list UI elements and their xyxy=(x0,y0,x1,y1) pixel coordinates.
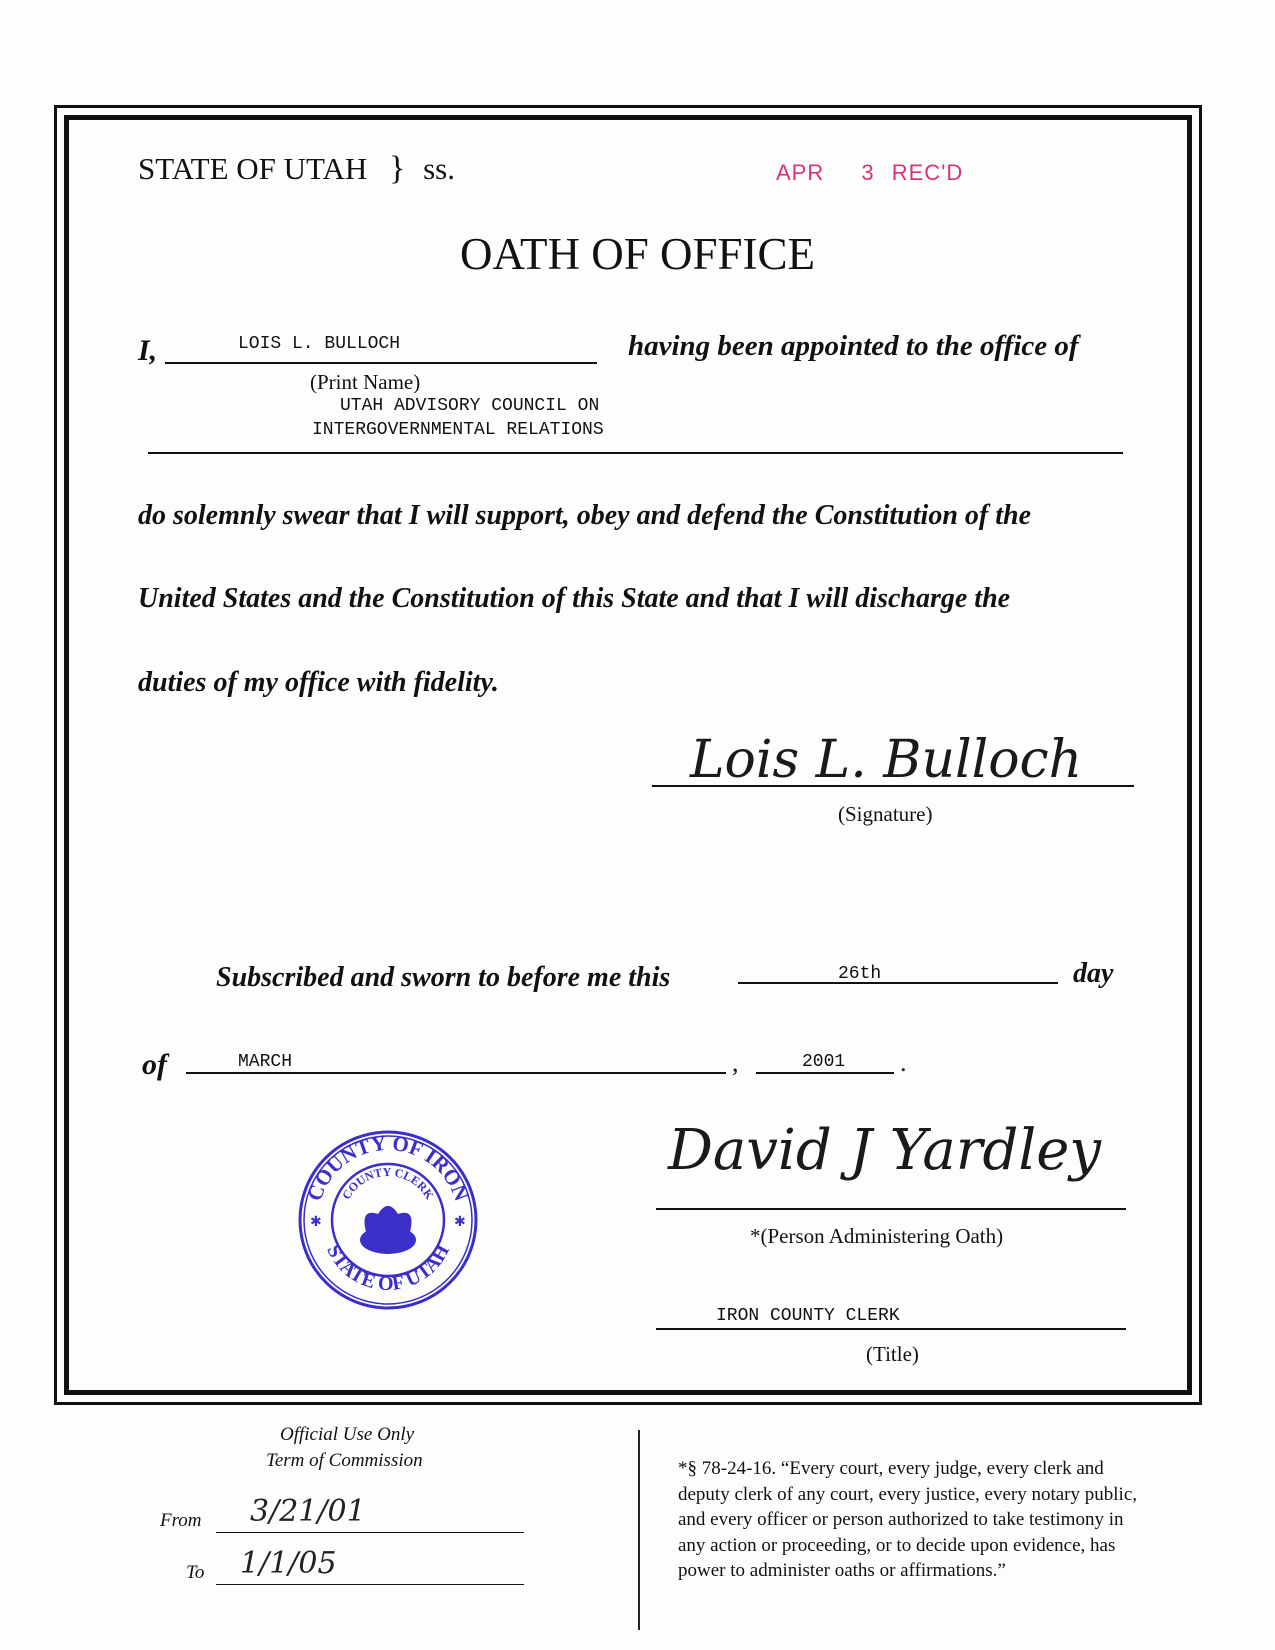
state-heading xyxy=(138,150,455,188)
svg-text:✱: ✱ xyxy=(454,1215,466,1230)
term-heading: Term of Commission xyxy=(266,1450,423,1471)
statute-line-2: deputy clerk of any court, every justice, every notary public, xyxy=(678,1483,1137,1505)
print-name-caption: (Print Name) xyxy=(310,370,421,394)
office-line xyxy=(148,452,1123,454)
signature-line xyxy=(652,785,1134,787)
ss-label: ss. xyxy=(423,151,455,186)
to-value: 1/1/05 xyxy=(240,1546,337,1581)
to-line xyxy=(216,1584,524,1585)
stamp-month: APR xyxy=(776,160,825,185)
from-label: From xyxy=(160,1510,202,1531)
stamp-day: 3 xyxy=(861,160,875,185)
svg-text:✱: ✱ xyxy=(310,1215,322,1230)
seal-top-text: COUNTY OF IRON xyxy=(302,1130,474,1205)
sworn-text: Subscribed and sworn to before me this xyxy=(216,962,671,993)
to-label: To xyxy=(186,1562,205,1583)
year-line xyxy=(756,1072,894,1074)
office-line-2: INTERGOVERNMENTAL RELATIONS xyxy=(312,420,604,440)
from-value: 3/21/01 xyxy=(250,1494,366,1529)
statute-text xyxy=(678,1456,1137,1584)
month-value: MARCH xyxy=(238,1052,293,1072)
year-value: 2001 xyxy=(802,1052,846,1072)
appointee-name: LOIS L. BULLOCH xyxy=(238,334,401,354)
day-line xyxy=(738,982,1058,984)
from-line xyxy=(216,1532,524,1533)
oath-line-3: duties of my office with fidelity. xyxy=(138,667,499,698)
stamp-label: REC'D xyxy=(891,160,964,185)
administrator-signature: David J Yardley xyxy=(668,1118,1102,1183)
appointed-text: having been appointed to the office of xyxy=(628,330,1079,362)
official-use-heading: Official Use Only xyxy=(280,1424,415,1445)
of-word: of xyxy=(142,1048,167,1081)
day-word: day xyxy=(1073,958,1114,989)
statute-line-3: and every officer or person authorized to take testimony in xyxy=(678,1509,1124,1530)
seal-inner-text: COUNTY CLERK xyxy=(339,1164,437,1202)
day-value: 26th xyxy=(838,964,882,984)
name-line xyxy=(165,362,597,364)
received-stamp xyxy=(776,160,963,186)
title-caption: (Title) xyxy=(866,1342,919,1366)
seal-graphic xyxy=(296,1128,480,1312)
statute-line-5: power to administer oaths or affirmations.” xyxy=(678,1560,1006,1581)
oath-line-2: United States and the Constitution of this State and that I will discharge the xyxy=(138,583,1011,614)
i-prefix: I, xyxy=(138,334,158,367)
county-seal xyxy=(296,1128,480,1312)
statute-line-1: *§ 78-24-16. “Every court, every judge, every clerk and xyxy=(678,1458,1104,1479)
state-label: STATE OF UTAH xyxy=(138,151,368,186)
administrator-caption: *(Person Administering Oath) xyxy=(750,1224,1004,1248)
period-mark: . xyxy=(900,1048,907,1077)
seal-bottom-text: STATE OF UTAH xyxy=(322,1240,454,1296)
office-line-1: UTAH ADVISORY COUNCIL ON xyxy=(340,396,600,416)
statute-line-4: any action or proceeding, or to decide upon evidence, has xyxy=(678,1534,1116,1556)
appointee-signature: Lois L. Bulloch xyxy=(690,730,1083,790)
brace-symbol: } xyxy=(389,150,406,187)
comma-mark: , xyxy=(732,1048,739,1077)
title-value: IRON COUNTY CLERK xyxy=(716,1306,900,1326)
title-line xyxy=(656,1328,1126,1330)
month-line xyxy=(186,1072,726,1074)
footer-divider xyxy=(638,1430,640,1630)
document-title: OATH OF OFFICE xyxy=(459,229,816,279)
administrator-line xyxy=(656,1208,1126,1210)
oath-line-1: do solemnly swear that I will support, obey and defend the Constitution of the xyxy=(138,500,1031,531)
signature-caption: (Signature) xyxy=(838,802,933,826)
